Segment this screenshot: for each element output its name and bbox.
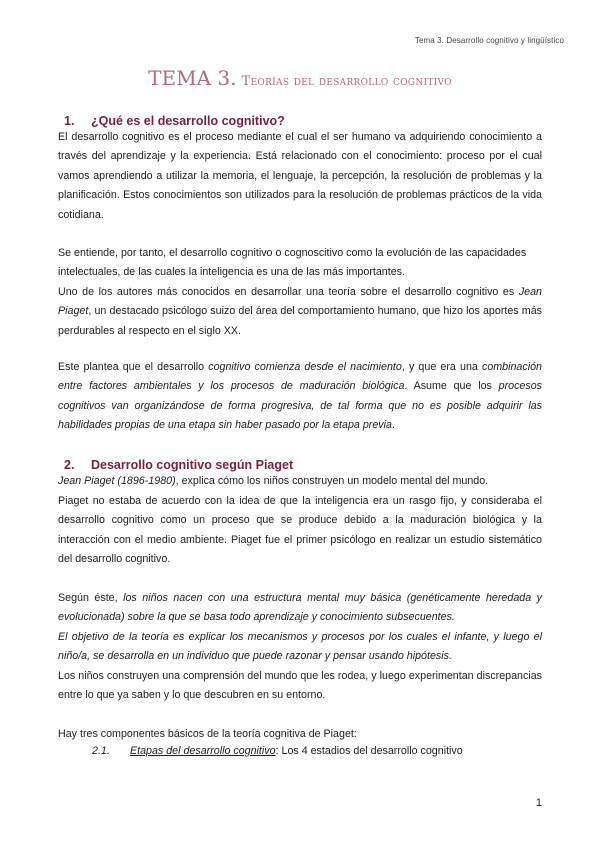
author-name: Jean Piaget bbox=[58, 286, 542, 318]
section-1-paragraph-1: El desarrollo cognitivo es el proceso mediante el cual el ser humano va adquiriendo conocimiento a través del aprendizaje y la experiencia. Está relacionado con el conocimiento: proceso por el cual vamos aprendiendo a utilizar la memoria, el lenguaje, la percepción, la resolución de problemas y la planificación. Estos conocimientos son utilizados para la resolución de problemas prácticos de la vida cotidiana. bbox=[58, 131, 542, 221]
section-2-paragraph-6: Hay tres componentes básicos de la teoría cognitiva de Piaget: bbox=[58, 728, 357, 740]
running-header: Tema 3. Desarrollo cognitivo y lingüístico bbox=[414, 36, 564, 45]
title-tema: TEMA 3. bbox=[148, 66, 237, 90]
subsection-description: : Los 4 estadios del desarrollo cognitivo bbox=[275, 745, 463, 757]
page-title bbox=[0, 66, 600, 90]
page-number: 1 bbox=[535, 797, 542, 809]
section-1-paragraph-3: Uno de los autores más conocidos en desarrollar una teoría sobre el desarrollo cognitivo es Jean Piaget, un destacado psicólogo suizo del área del comportamiento humano, que hizo los aportes más perdurables al respecto en el siglo XX. bbox=[58, 286, 542, 337]
subsection-2-1 bbox=[92, 745, 463, 757]
section-2-paragraph-2: Piaget no estaba de acuerdo con la idea de que la inteligencia era un rasgo fijo, y consideraba el desarrollo cognitivo como un proceso que se produce debido a la maduración biológica y la interacción con el medio ambiente. Piaget fue el primer psicólogo en realizar un estudio sistemático del desarrollo cognitivo. bbox=[58, 495, 542, 566]
subsection-number: 2.1. bbox=[92, 745, 110, 757]
section-1-title: ¿Qué es el desarrollo cognitivo? bbox=[91, 114, 285, 128]
section-2-paragraph-4: El objetivo de la teoría es explicar los mecanismos y procesos por los cuales el infante, y luego el niño/a, se desarrolla en un individuo que puede razonar y pensar usando hipótesis. bbox=[58, 631, 542, 663]
section-2-heading bbox=[64, 458, 293, 472]
section-2-paragraph-3: Según éste, los niños nacen con una estructura mental muy básica (genéticamente heredada y evolucionada) sobre la que se basa todo aprendizaje y conocimiento subsecuentes. bbox=[58, 592, 543, 624]
section-1-heading bbox=[64, 114, 285, 128]
section-1-paragraph-4: Este plantea que el desarrollo cognitivo comienza desde el nacimiento, y que era una combinación entre factores ambientales y los procesos de maduración biológica. Asume que los procesos cognitivos van organizándose de forma progresiva, de tal forma que no es posible adquirir las habilidades propias de una etapa sin haber pasado por la etapa previa. bbox=[58, 361, 542, 432]
title-name: Teorías del desarrollo cognitivo bbox=[241, 74, 452, 89]
section-1-paragraph-2: Se entiende, por tanto, el desarrollo cognitivo o cognoscitivo como la evolución de las capacidades intelectuales, de las cuales la inteligencia es una de las más importantes. bbox=[58, 247, 527, 279]
section-2-number: 2. bbox=[64, 458, 75, 472]
section-2-title: Desarrollo cognitivo según Piaget bbox=[91, 458, 294, 472]
section-1-number: 1. bbox=[64, 114, 75, 128]
section-2-paragraph-5: Los niños construyen una comprensión del mundo que les rodea, y luego experimentan discrepancias entre lo que ya saben y lo que descubren en su entorno. bbox=[58, 670, 542, 702]
section-2-paragraph-1: Jean Piaget (1896-1980), explica cómo los niños construyen un modelo mental del mundo. bbox=[58, 475, 489, 487]
subsection-title: Etapas del desarrollo cognitivo bbox=[130, 745, 276, 757]
